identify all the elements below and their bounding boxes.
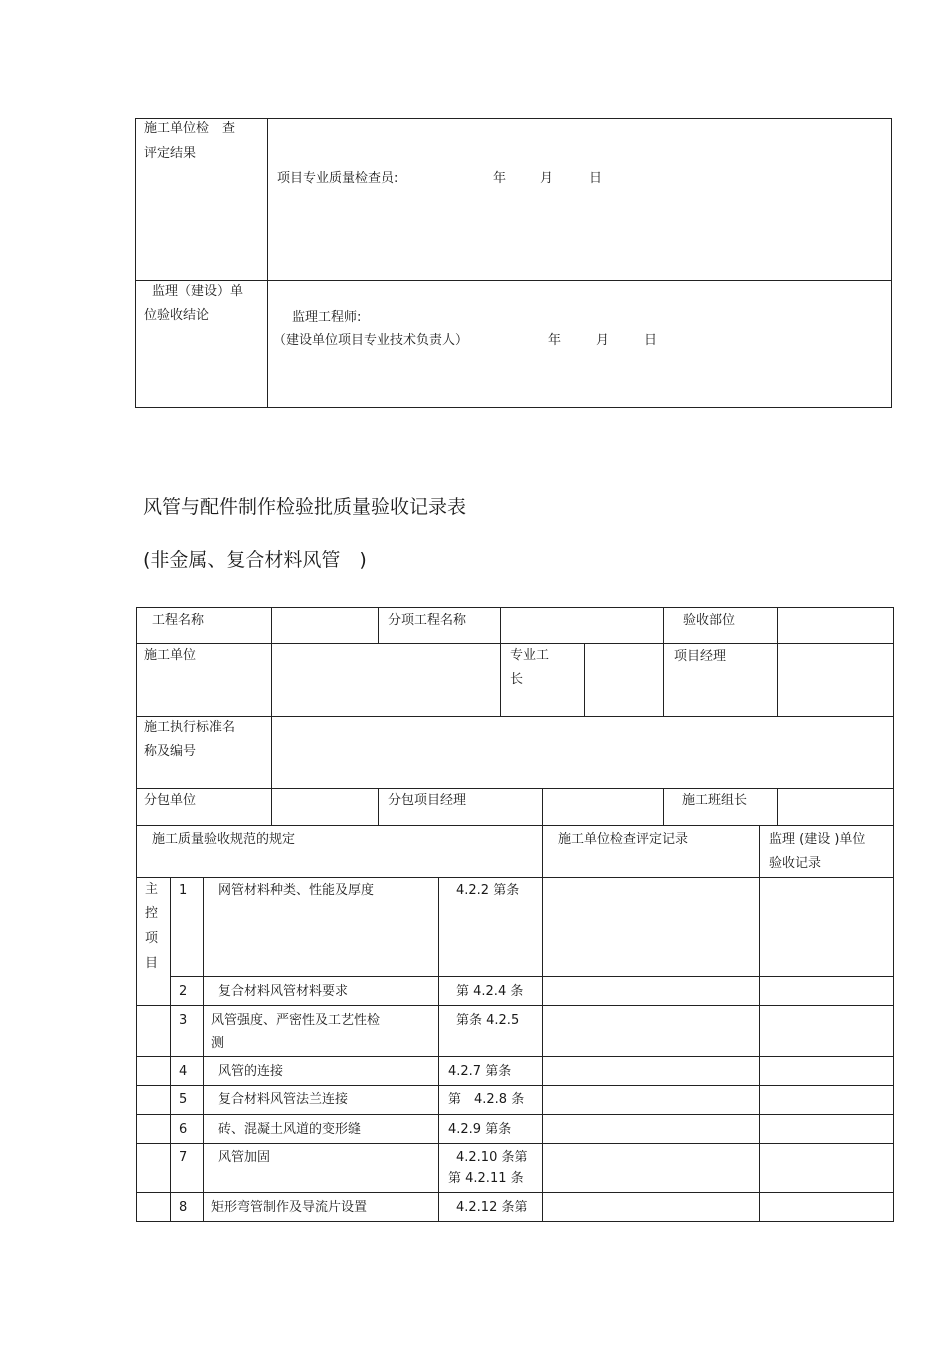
item-name: 风管的连接 bbox=[218, 1064, 284, 1079]
item-clause: 4.2.7 第条 bbox=[448, 1064, 512, 1079]
inspection-result-label: 施工单位检 查 bbox=[144, 121, 236, 136]
standard-label: 施工执行标准名 bbox=[144, 720, 236, 735]
item-name: 复合材料风管法兰连接 bbox=[218, 1092, 349, 1107]
date-year: 年 bbox=[493, 171, 507, 186]
inspector-label: 项目专业质量检查员: bbox=[277, 171, 399, 186]
form-subtitle: (非金属、复合材料风管 ) bbox=[143, 549, 367, 571]
item-name: 风管加固 bbox=[218, 1150, 271, 1165]
top-table-border bbox=[135, 118, 892, 408]
date-day-2: 日 bbox=[644, 333, 658, 348]
foreman-label-2: 长 bbox=[510, 672, 524, 687]
main-items-char: 主 bbox=[145, 882, 159, 897]
item-number: 2 bbox=[179, 984, 188, 999]
item-number: 5 bbox=[179, 1092, 188, 1107]
construction-unit-label: 施工单位 bbox=[144, 648, 197, 663]
owner-tech-label: （建设单位项目专业技术负责人） bbox=[273, 333, 469, 348]
supervision-conclusion-label-2: 位验收结论 bbox=[144, 308, 210, 323]
standard-label-2: 称及编号 bbox=[144, 744, 197, 759]
item-clause-2: 第 4.2.11 条 bbox=[448, 1171, 524, 1186]
item-name: 砖、混凝土风道的变形缝 bbox=[218, 1122, 362, 1137]
item-number: 8 bbox=[179, 1200, 188, 1215]
item-clause: 4.2.12 条第 bbox=[456, 1200, 528, 1215]
item-clause: 第 4.2.4 条 bbox=[456, 984, 524, 999]
item-name: 矩形弯管制作及导流片设置 bbox=[211, 1200, 368, 1215]
item-clause: 第条 4.2.5 bbox=[456, 1013, 520, 1028]
sub-project-name-label: 分项工程名称 bbox=[388, 613, 467, 628]
item-number: 6 bbox=[179, 1122, 188, 1137]
date-month: 月 bbox=[540, 171, 554, 186]
date-day: 日 bbox=[589, 171, 603, 186]
item-name: 复合材料风管材料要求 bbox=[218, 984, 349, 999]
supervision-conclusion-label: 监理（建设）单 bbox=[152, 284, 244, 299]
supervisor-label: 监理工程师: bbox=[292, 310, 362, 325]
item-clause: 4.2.10 条第 bbox=[456, 1150, 528, 1165]
team-leader-label: 施工班组长 bbox=[682, 793, 748, 808]
date-year-2: 年 bbox=[548, 333, 562, 348]
project-manager-label: 项目经理 bbox=[674, 649, 727, 664]
item-name: 风管强度、严密性及工艺性检 bbox=[211, 1013, 381, 1028]
item-number: 3 bbox=[179, 1013, 188, 1028]
item-name: 网管材料种类、性能及厚度 bbox=[218, 883, 375, 898]
foreman-label: 专业工 bbox=[510, 648, 550, 663]
item-clause: 4.2.9 第条 bbox=[448, 1122, 512, 1137]
item-number: 4 bbox=[179, 1064, 188, 1079]
spec-header: 施工质量验收规范的规定 bbox=[152, 832, 296, 847]
supervisor-header: 监理 (建设 )单位 bbox=[769, 832, 866, 847]
inspection-result-label-2: 评定结果 bbox=[144, 146, 197, 161]
project-name-label: 工程名称 bbox=[152, 613, 205, 628]
sub-project-manager-label: 分包项目经理 bbox=[388, 793, 467, 808]
acceptance-part-label: 验收部位 bbox=[683, 613, 736, 628]
item-clause: 4.2.2 第条 bbox=[456, 883, 520, 898]
item-number: 7 bbox=[179, 1150, 188, 1165]
main-items-char: 项 bbox=[145, 931, 159, 946]
top-table-col-divider bbox=[267, 118, 268, 408]
date-month-2: 月 bbox=[596, 333, 610, 348]
supervisor-header-2: 验收记录 bbox=[769, 856, 822, 871]
item-name-2: 测 bbox=[211, 1036, 225, 1051]
top-table-row-divider bbox=[135, 280, 892, 281]
form-title: 风管与配件制作检验批质量验收记录表 bbox=[143, 496, 467, 518]
subcontractor-label: 分包单位 bbox=[144, 793, 197, 808]
item-clause: 第 4.2.8 条 bbox=[448, 1092, 525, 1107]
main-items-char: 控 bbox=[145, 906, 159, 921]
main-items-char: 目 bbox=[145, 956, 159, 971]
unit-check-header: 施工单位检查评定记录 bbox=[558, 832, 689, 847]
item-number: 1 bbox=[179, 883, 188, 898]
